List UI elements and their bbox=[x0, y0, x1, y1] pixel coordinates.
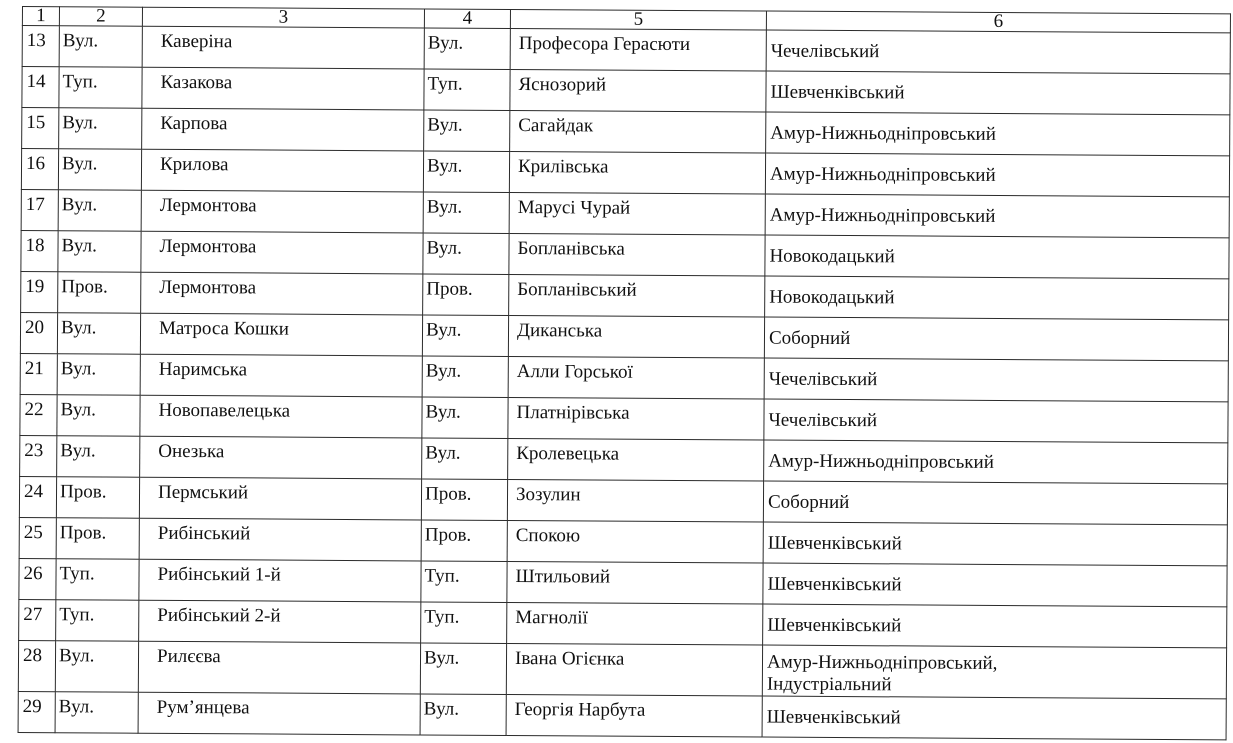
old-street-type: Вул. bbox=[59, 26, 142, 68]
header-col-3: 3 bbox=[142, 7, 424, 28]
district bbox=[762, 696, 1226, 740]
district-line: Амур-Нижньодніпровський bbox=[769, 204, 996, 227]
new-street-type: Туп. bbox=[424, 69, 510, 111]
new-street-type: Вул. bbox=[424, 110, 510, 152]
row-number: 16 bbox=[21, 149, 58, 190]
district-line: Новокодацький bbox=[769, 245, 895, 268]
old-street-type: Вул. bbox=[55, 692, 138, 734]
new-street-type: Пров. bbox=[423, 274, 509, 316]
header-col-1: 1 bbox=[22, 7, 59, 26]
new-street-name: Зозулин bbox=[507, 479, 763, 522]
row-number: 14 bbox=[22, 67, 59, 108]
district-line: Амур-Нижньодніпровський, bbox=[766, 651, 998, 674]
district bbox=[764, 317, 1228, 361]
old-street-type: Пров. bbox=[56, 518, 139, 560]
old-street-name: Рибінський bbox=[139, 518, 421, 561]
district bbox=[763, 563, 1227, 607]
district-line: Новокодацький bbox=[769, 286, 895, 309]
row-number: 24 bbox=[19, 476, 56, 517]
district-line: Амур-Нижньодніпровський bbox=[769, 163, 996, 186]
header-col-2: 2 bbox=[59, 7, 142, 27]
new-street-type: Вул. bbox=[422, 356, 508, 398]
old-street-name: Лермонтова bbox=[141, 190, 423, 233]
new-street-type: Пров. bbox=[421, 520, 507, 562]
district-line: Соборний bbox=[768, 327, 851, 350]
old-street-type: Пров. bbox=[56, 477, 139, 519]
row-number: 20 bbox=[20, 312, 57, 353]
old-street-type: Туп. bbox=[59, 67, 142, 109]
row-number: 23 bbox=[20, 435, 57, 476]
district-line: Соборний bbox=[767, 491, 850, 514]
district bbox=[763, 481, 1227, 525]
new-street-type: Вул. bbox=[422, 438, 508, 480]
old-street-name: Матроса Кошки bbox=[140, 313, 422, 356]
old-street-name: Новопавелецька bbox=[140, 395, 422, 438]
old-street-name: Наримська bbox=[140, 354, 422, 397]
old-street-type: Вул. bbox=[57, 436, 140, 478]
new-street-type: Вул. bbox=[423, 192, 509, 234]
row-number: 15 bbox=[22, 108, 59, 149]
new-street-name: Магнолії bbox=[507, 602, 763, 645]
old-street-name: Каверіна bbox=[142, 26, 424, 69]
old-street-name: Крилова bbox=[141, 149, 423, 192]
new-street-type: Вул. bbox=[424, 28, 510, 70]
row-number: 29 bbox=[18, 691, 55, 732]
table-row bbox=[18, 640, 1226, 698]
district bbox=[762, 645, 1226, 699]
district-line: Амур-Нижньодніпровський bbox=[768, 450, 994, 473]
old-street-type: Туп. bbox=[56, 559, 139, 601]
district bbox=[764, 358, 1228, 402]
row-number: 21 bbox=[20, 353, 57, 394]
district-line: Шевченківський bbox=[767, 614, 902, 637]
row-number: 27 bbox=[19, 599, 56, 640]
old-street-type: Вул. bbox=[58, 231, 141, 273]
new-street-name: Бопланівська bbox=[509, 233, 765, 276]
new-street-name: Професора Герасюти bbox=[510, 28, 766, 71]
new-street-name: Спокою bbox=[507, 520, 763, 563]
old-street-type: Пров. bbox=[58, 272, 141, 314]
district-line: Індустріальний bbox=[766, 673, 892, 696]
old-street-type: Вул. bbox=[57, 395, 140, 437]
row-number: 25 bbox=[19, 517, 56, 558]
old-street-type: Вул. bbox=[57, 354, 140, 396]
district bbox=[765, 276, 1229, 320]
row-number: 28 bbox=[18, 640, 55, 691]
row-number: 17 bbox=[21, 189, 58, 230]
new-street-type: Вул. bbox=[420, 694, 506, 736]
header-col-5: 5 bbox=[510, 9, 766, 30]
new-street-name: Бопланівський bbox=[509, 274, 765, 317]
new-street-type: Пров. bbox=[421, 479, 507, 521]
new-street-type: Вул. bbox=[422, 397, 508, 439]
new-street-name: Сагайдак bbox=[510, 110, 766, 153]
district bbox=[764, 440, 1228, 484]
new-street-type: Вул. bbox=[423, 233, 509, 275]
street-renaming-table bbox=[18, 6, 1231, 740]
table-row bbox=[18, 691, 1226, 739]
new-street-name: Яснозорий bbox=[510, 69, 766, 112]
old-street-name: Рибінський 1-й bbox=[139, 559, 421, 602]
old-street-type: Вул. bbox=[57, 313, 140, 355]
old-street-name: Рибінський 2-й bbox=[139, 600, 421, 643]
new-street-type: Вул. bbox=[420, 643, 506, 695]
district bbox=[765, 194, 1229, 238]
row-number: 19 bbox=[21, 271, 58, 312]
district-line: Амур-Нижньодніпровський bbox=[770, 122, 996, 145]
new-street-type: Вул. bbox=[422, 315, 508, 357]
new-street-type: Туп. bbox=[421, 561, 507, 603]
old-street-name: Онезька bbox=[140, 436, 422, 479]
district bbox=[764, 399, 1228, 443]
district bbox=[763, 522, 1227, 566]
row-number: 22 bbox=[20, 394, 57, 435]
old-street-name: Рилєєва bbox=[138, 641, 420, 694]
district bbox=[765, 153, 1229, 197]
old-street-type: Вул. bbox=[59, 108, 142, 150]
district bbox=[766, 30, 1230, 74]
district bbox=[766, 71, 1230, 115]
row-number: 26 bbox=[19, 558, 56, 599]
old-street-type: Вул. bbox=[58, 190, 141, 232]
district bbox=[766, 112, 1230, 156]
district bbox=[765, 235, 1229, 279]
new-street-name: Алли Горської bbox=[508, 356, 764, 399]
old-street-type: Туп. bbox=[56, 600, 139, 642]
old-street-name: Лермонтова bbox=[141, 272, 423, 315]
district-line: Шевченківський bbox=[767, 573, 902, 596]
district-line: Чечелівський bbox=[768, 368, 878, 391]
old-street-name: Казакова bbox=[142, 67, 424, 110]
new-street-name: Крилівська bbox=[509, 151, 765, 194]
new-street-name: Івана Огієнка bbox=[506, 643, 762, 696]
district-line: Шевченківський bbox=[766, 706, 901, 729]
new-street-type: Вул. bbox=[423, 151, 509, 193]
old-street-name: Рум’янцева bbox=[138, 692, 420, 735]
old-street-name: Пермський bbox=[139, 477, 421, 520]
new-street-name: Кролевецька bbox=[508, 438, 764, 481]
district-line: Чечелівський bbox=[768, 409, 878, 432]
new-street-type: Туп. bbox=[421, 602, 507, 644]
new-street-name: Платнірівська bbox=[508, 397, 764, 440]
new-street-name: Штильовий bbox=[507, 561, 763, 604]
new-street-name: Диканська bbox=[508, 315, 764, 358]
row-number: 18 bbox=[21, 230, 58, 271]
old-street-type: Вул. bbox=[58, 149, 141, 191]
row-number: 13 bbox=[22, 26, 59, 67]
district-line: Чечелівський bbox=[770, 40, 880, 63]
header-col-4: 4 bbox=[424, 9, 510, 29]
old-street-name: Лермонтова bbox=[141, 231, 423, 274]
district-line: Шевченківський bbox=[770, 81, 905, 104]
new-street-name: Георгія Нарбута bbox=[506, 694, 762, 737]
district-line: Шевченківський bbox=[767, 532, 902, 555]
district bbox=[763, 604, 1227, 648]
new-street-name: Марусі Чурай bbox=[509, 192, 765, 235]
header-col-6: 6 bbox=[766, 11, 1230, 33]
old-street-name: Карпова bbox=[142, 108, 424, 151]
old-street-type: Вул. bbox=[55, 641, 138, 693]
